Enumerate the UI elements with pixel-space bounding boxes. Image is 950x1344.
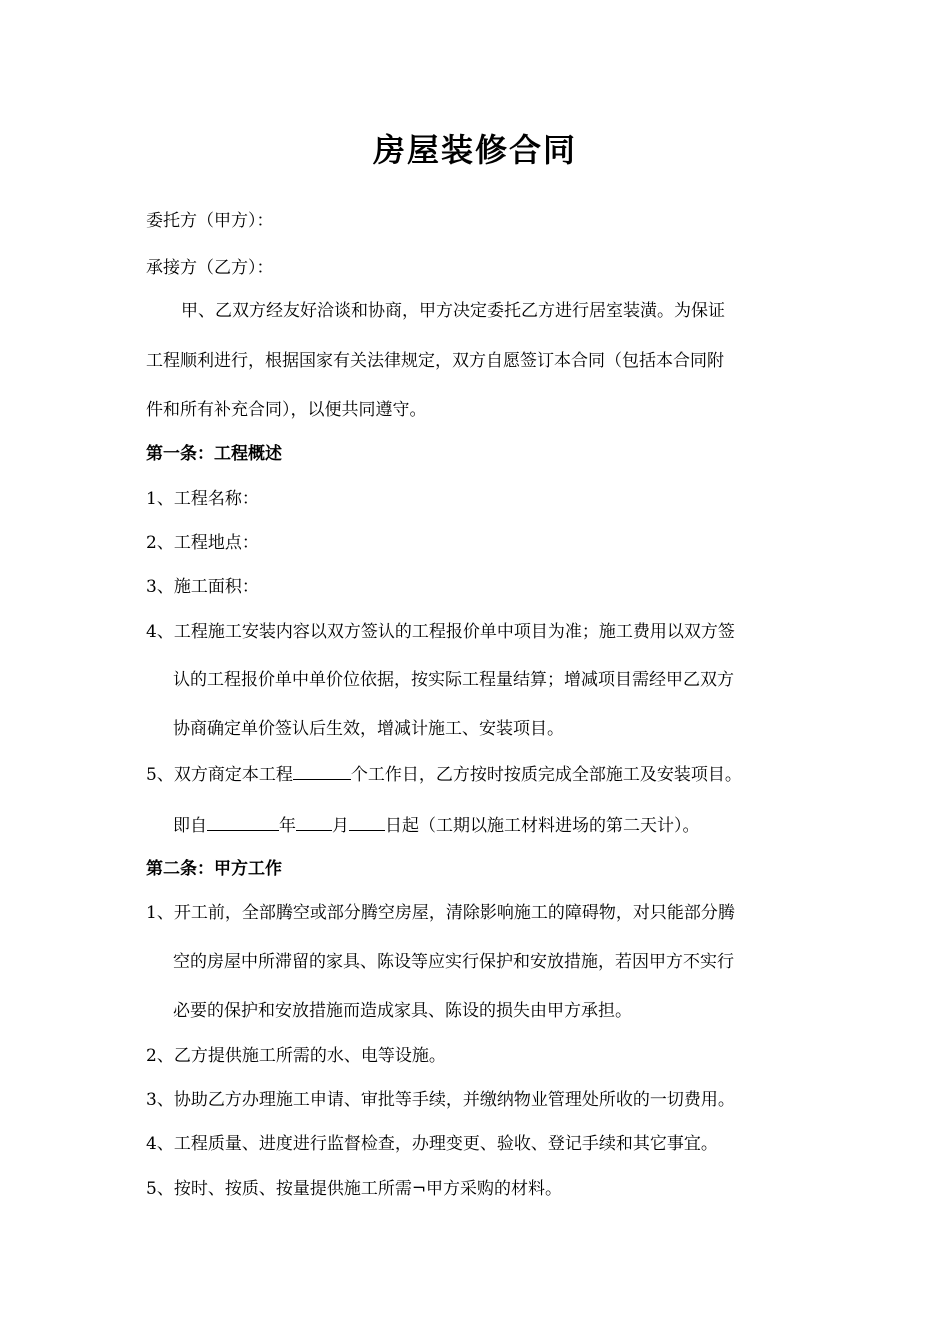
document-title: 房屋装修合同 (372, 131, 577, 169)
article-2-item-2: 2、乙方提供施工所需的水、电等设施。 (146, 1046, 446, 1066)
article-2-item-5: 5、按时、按质、按量提供施工所需¬甲方采购的材料。 (146, 1179, 563, 1199)
article-1-item-5-line-1 (146, 762, 742, 788)
item-5-text-b: 个工作日，乙方按时按质完成全部施工及安装项目。 (350, 765, 742, 785)
article-2-item-1-line-1: 1、开工前，全部腾空或部分腾空房屋，清除影响施工的障碍物，对只能部分腾 (146, 903, 735, 923)
year-blank[interactable] (207, 813, 279, 831)
preamble-line-3: 件和所有补充合同），以便共同遵守。 (146, 400, 427, 420)
article-2-item-4: 4、工程质量、进度进行监督检查，办理变更、验收、登记手续和其它事宜。 (146, 1134, 718, 1154)
party-b-label: 承接方（乙方）： (146, 258, 274, 278)
article-1-heading: 第一条：工程概述 (146, 444, 282, 464)
month-label: 月 (332, 816, 349, 836)
item-5-start-label: 即自 (173, 816, 207, 836)
day-blank[interactable] (349, 813, 385, 831)
month-blank[interactable] (296, 813, 332, 831)
party-a-label: 委托方（甲方）： (146, 211, 274, 231)
item-5-text-a: 5、双方商定本工程 (146, 765, 293, 785)
article-1-item-2: 2、工程地点： (146, 533, 259, 553)
article-2-item-3: 3、协助乙方办理施工申请、审批等手续，并缴纳物业管理处所收的一切费用。 (146, 1090, 735, 1110)
article-2-item-1-line-2: 空的房屋中所滞留的家具、陈设等应实行保护和安放措施，若因甲方不实行 (173, 952, 734, 972)
article-2-heading: 第二条：甲方工作 (146, 859, 282, 879)
article-1-item-5-line-2 (173, 813, 700, 839)
preamble-line-1: 甲、乙双方经友好洽谈和协商，甲方决定委托乙方进行居室装潢。为保证 (181, 301, 725, 321)
year-label: 年 (279, 816, 296, 836)
workdays-blank[interactable] (293, 762, 351, 780)
article-1-item-3: 3、施工面积： (146, 577, 259, 597)
article-1-item-4-line-3: 协商确定单价签认后生效，增减计施工、安装项目。 (173, 719, 564, 739)
article-1-item-4-line-2: 认的工程报价单中单价位依据，按实际工程量结算；增减项目需经甲乙双方 (173, 670, 734, 690)
article-1-item-4-line-1: 4、工程施工安装内容以双方签认的工程报价单中项目为准；施工费用以双方签 (146, 622, 735, 642)
preamble-line-2: 工程顺利进行，根据国家有关法律规定，双方自愿签订本合同（包括本合同附 (146, 351, 724, 371)
day-label: 日起（工期以施工材料进场的第二天计）。 (385, 816, 700, 836)
article-2-item-1-line-3: 必要的保护和安放措施而造成家具、陈设的损失由甲方承担。 (173, 1001, 632, 1021)
article-1-item-1: 1、工程名称： (146, 489, 259, 509)
